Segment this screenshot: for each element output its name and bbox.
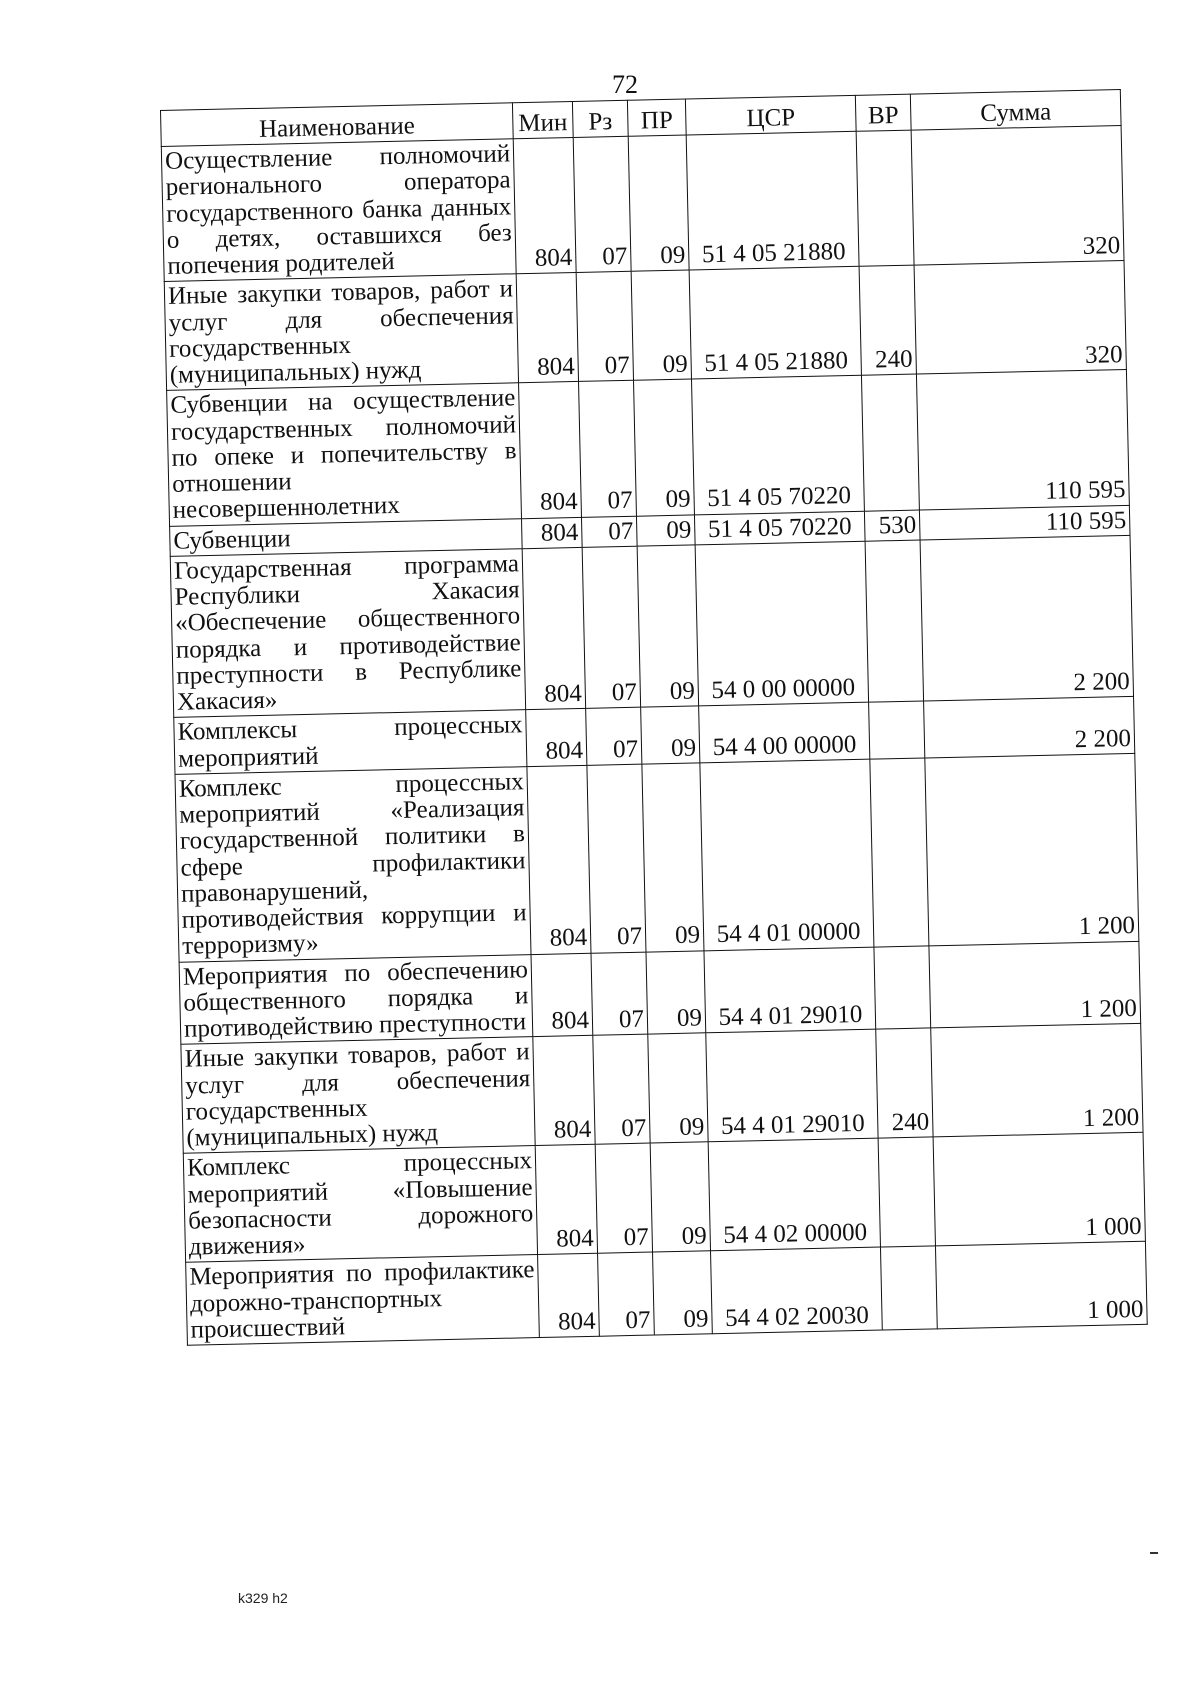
row-pr: 09 (631, 270, 691, 380)
row-sum: 2 200 (924, 697, 1135, 758)
table-row (167, 370, 1130, 526)
row-pr: 09 (646, 950, 706, 1034)
row-rz: 07 (582, 546, 641, 709)
row-pr: 09 (636, 514, 695, 546)
row-rz: 07 (573, 136, 631, 272)
row-rz: 07 (598, 1252, 655, 1336)
row-name: Субвенции на осуществление государственных полномочий по опеке и попечительству в отношении несовершеннолетних (167, 383, 522, 526)
row-pr: 09 (653, 1251, 713, 1335)
row-name: Государственная программа Республики Хакасия «Обеспечение общественного порядка и противодействие преступности в Республике Хакасия» (170, 548, 525, 717)
row-rz: 07 (586, 707, 642, 765)
row-vr (870, 758, 929, 947)
row-pr: 09 (628, 135, 689, 271)
row-rz: 07 (579, 380, 637, 516)
table-row (175, 753, 1139, 962)
row-name: Комплексы процессных мероприятий (174, 710, 527, 774)
budget-table (160, 89, 1148, 1346)
row-min: 804 (513, 137, 576, 274)
row-name: Комплекс процессных мероприятий «Повышение безопасности дорожного движения» (183, 1146, 537, 1263)
header-pr: ПР (627, 99, 686, 136)
row-sum: 1 200 (929, 941, 1141, 1028)
row-pr: 09 (641, 706, 700, 764)
row-vr (874, 945, 931, 1029)
row-sum: 320 (911, 126, 1124, 266)
row-min: 804 (527, 765, 591, 954)
row-name: Осуществление полномочий регионального оператора государственного банка данных о детях, оставшихся без попечения родителей (161, 139, 516, 282)
row-sum: 2 200 (920, 535, 1133, 701)
row-csr: 51 4 05 21880 (686, 131, 859, 270)
row-csr: 54 4 00 00000 (699, 702, 870, 762)
row-csr: 54 4 02 20030 (711, 1247, 883, 1333)
row-vr: 240 (876, 1028, 933, 1138)
table-row (164, 261, 1126, 391)
table-row (161, 126, 1124, 282)
row-name: Иные закупки товаров, работ и услуг для обеспечения государственных (муниципальных) нужд (181, 1037, 535, 1154)
row-vr: 240 (859, 265, 916, 375)
row-pr: 09 (642, 763, 704, 952)
row-min: 804 (533, 1036, 595, 1146)
row-csr: 51 4 05 70220 (691, 376, 864, 515)
row-min: 804 (531, 953, 593, 1037)
row-vr (856, 130, 914, 266)
row-name: Иные закупки товаров, работ и услуг для обеспечения государственных (муниципальных) нужд (164, 274, 518, 391)
header-name: Наименование (161, 103, 514, 147)
row-min: 804 (516, 273, 578, 383)
row-csr: 54 4 01 29010 (706, 1029, 878, 1142)
table-row (183, 1133, 1145, 1263)
row-vr: 530 (864, 510, 920, 541)
row-csr: 54 4 01 00000 (700, 759, 874, 950)
row-rz: 07 (595, 1143, 652, 1253)
row-sum: 1 200 (925, 753, 1139, 945)
header-csr: ЦСР (685, 95, 856, 135)
row-sum: 1 200 (931, 1024, 1143, 1138)
row-sum: 1 000 (935, 1242, 1147, 1329)
row-vr (861, 374, 919, 510)
row-sum: 1 000 (933, 1133, 1145, 1247)
row-rz: 07 (576, 272, 633, 382)
row-min: 804 (519, 382, 582, 519)
row-pr: 09 (648, 1033, 708, 1143)
row-sum: 320 (914, 261, 1126, 375)
row-csr: 54 4 02 00000 (708, 1138, 880, 1251)
table-body (161, 126, 1147, 1346)
header-rz: Рз (572, 100, 628, 137)
header-min: Мин (512, 102, 573, 139)
row-min: 804 (535, 1145, 597, 1255)
row-rz: 07 (587, 764, 646, 953)
header-sum: Сумма (910, 90, 1121, 131)
row-min: 804 (526, 709, 587, 767)
row-pr: 09 (650, 1142, 710, 1252)
row-name: Комплекс процессных мероприятий «Реализация государственной политики в сфере профилактики правонарушений, противодействия коррупции и терроризму» (175, 766, 531, 961)
row-min: 804 (538, 1253, 600, 1337)
page-number: 72 (612, 70, 638, 99)
header-vr: ВР (855, 94, 911, 131)
table-row (170, 535, 1133, 717)
row-csr: 54 4 01 29010 (704, 947, 876, 1033)
row-vr (865, 540, 924, 703)
row-csr: 51 4 05 70220 (694, 511, 865, 545)
row-min: 804 (521, 517, 582, 549)
footer-code: k329 h2 (238, 1590, 288, 1606)
row-csr: 54 0 00 00000 (695, 541, 868, 706)
row-name: Субвенции (170, 518, 523, 556)
row-rz: 07 (591, 952, 648, 1036)
row-min: 804 (522, 547, 586, 710)
row-pr: 09 (637, 545, 699, 708)
row-vr (880, 1246, 937, 1330)
row-name: Мероприятия по профилактике дорожно-транспортных происшествий (186, 1255, 540, 1345)
table-row (181, 1024, 1143, 1154)
row-rz: 07 (593, 1034, 650, 1144)
budget-sheet (160, 89, 1147, 1346)
row-pr: 09 (634, 379, 695, 515)
row-sum: 110 595 (919, 505, 1130, 540)
row-vr (878, 1137, 935, 1247)
scan-edge-mark (1150, 1552, 1158, 1554)
row-rz: 07 (581, 516, 637, 547)
row-name: Мероприятия по обеспечению общественного порядка и противодействию преступности (179, 954, 533, 1044)
row-csr: 51 4 05 21880 (689, 267, 861, 380)
row-sum: 110 595 (916, 370, 1129, 510)
row-vr (869, 701, 925, 759)
